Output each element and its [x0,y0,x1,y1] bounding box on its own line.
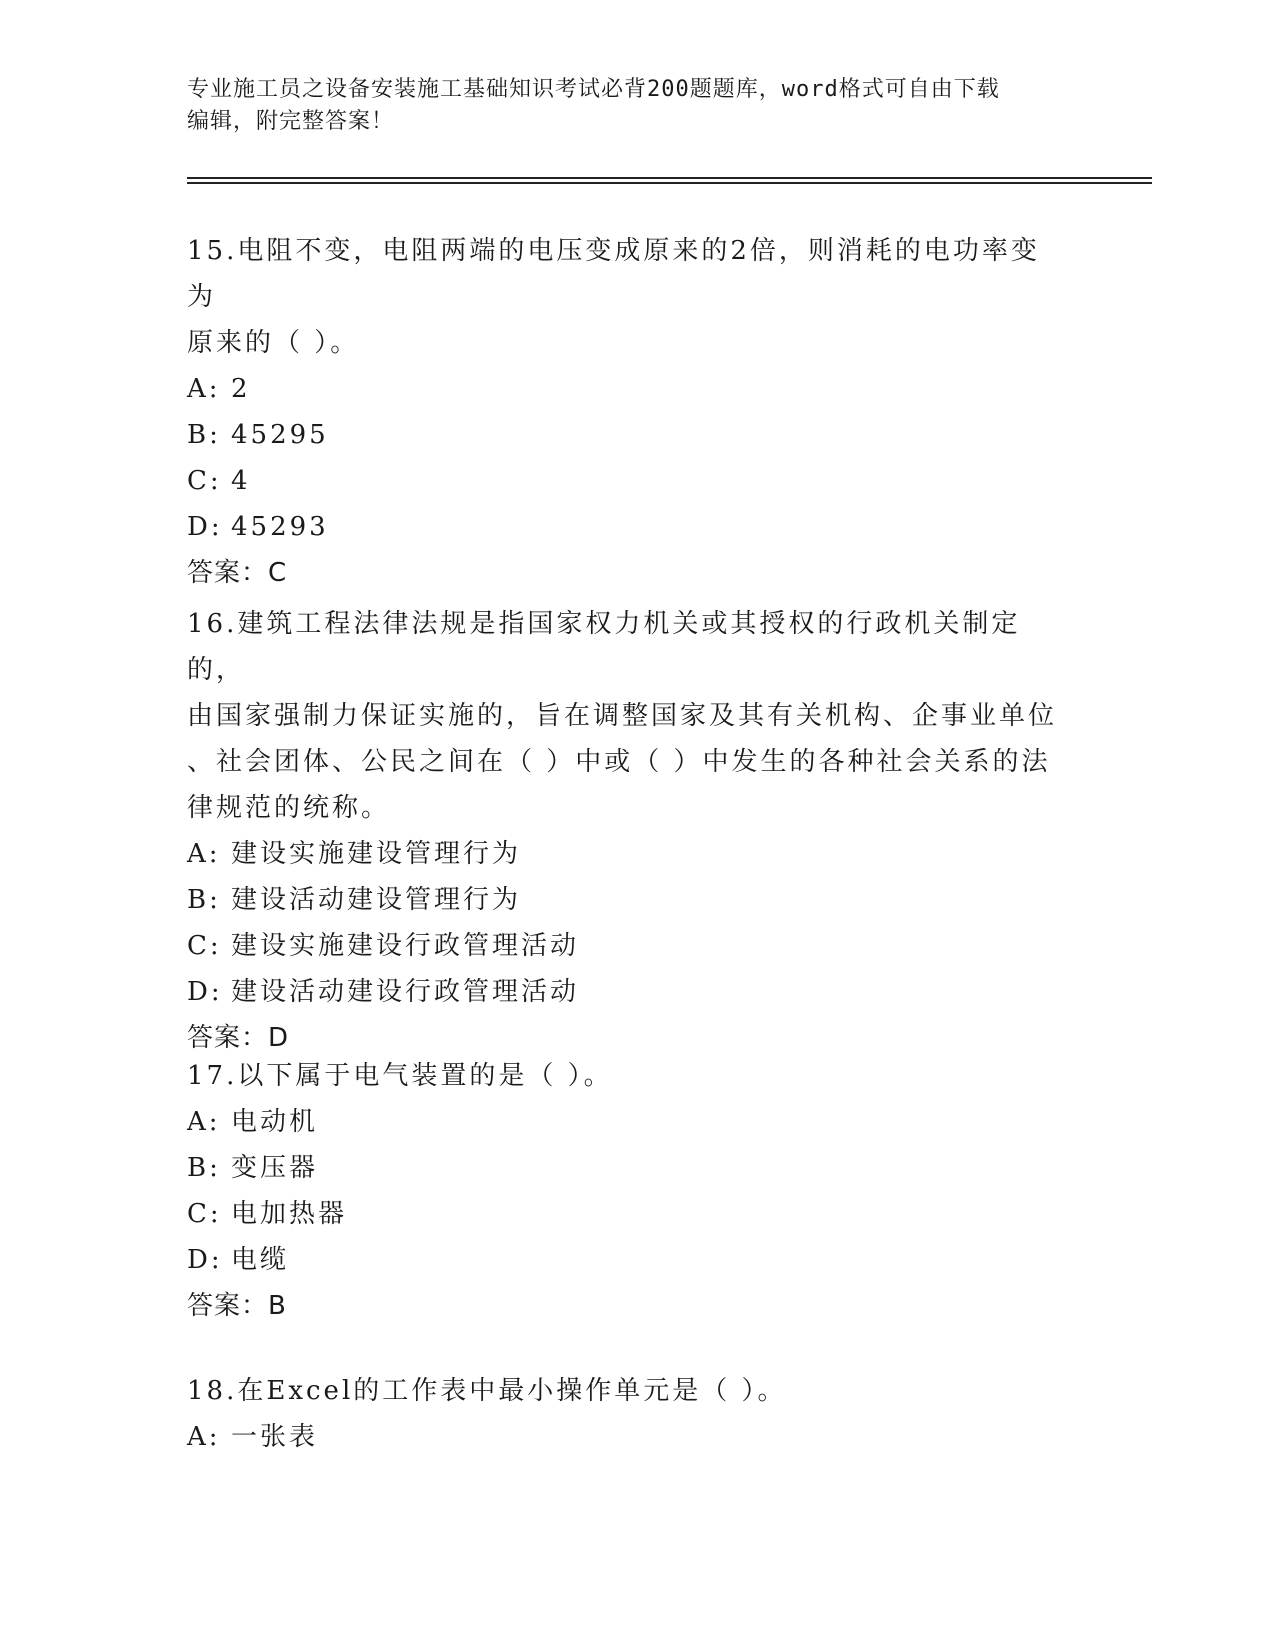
option-label: A: [187,839,221,869]
question-text-line: 律规范的统称。 [187,793,391,823]
option-b [187,412,1067,458]
option-d [187,1237,1067,1283]
question-text-line: 15.电阻不变，电阻两端的电压变成原来的2倍，则消耗的电功率变为 [187,236,1040,312]
option-d [187,969,1067,1015]
question-text-line: 、社会团体、公民之间在（ ）中或（ ）中发生的各种社会关系的法 [187,747,1051,777]
option-text: 电缆 [231,1245,290,1275]
answer: 答案：C [187,558,288,588]
option-text: 变压器 [231,1153,319,1183]
option-c [187,923,1067,969]
option-text: 45293 [231,512,329,542]
option-label: C: [187,466,222,496]
option-b [187,1145,1067,1191]
option-text: 一张表 [231,1422,319,1452]
option-label: C: [187,1199,222,1229]
answer: 答案：B [187,1291,287,1321]
option-a [187,1414,1067,1460]
option-label: B: [187,885,221,915]
header-divider-top [187,177,1152,179]
option-label: A: [187,1107,221,1137]
option-a [187,366,1067,412]
option-text: 建设实施建设行政管理活动 [231,931,580,961]
option-a [187,831,1067,877]
option-label: D: [187,977,223,1007]
option-text: 建设实施建设管理行为 [231,839,522,869]
question-text-line: 16.建筑工程法律法规是指国家权力机关或其授权的行政机关制定的， [187,609,1021,685]
option-text: 4 [231,466,251,496]
option-text: 电加热器 [231,1199,348,1229]
option-a [187,1099,1067,1145]
option-text: 2 [231,374,251,404]
option-text: 建设活动建设行政管理活动 [231,977,580,1007]
option-text: 45295 [231,420,329,450]
question-15 [187,228,1067,596]
question-17 [187,1053,1067,1329]
option-c [187,458,1067,504]
header-line-1: 专业施工员之设备安装施工基础知识考试必背200题题库，word格式可自由下载 [187,77,1000,102]
document-header [187,74,1087,138]
header-line-2: 编辑，附完整答案！ [187,109,395,134]
option-label: A: [187,1422,221,1452]
option-text: 建设活动建设管理行为 [231,885,522,915]
question-text-line: 17.以下属于电气装置的是（ ）。 [187,1061,613,1091]
question-text-line: 原来的（ ）。 [187,328,360,358]
option-label: A: [187,374,221,404]
option-label: B: [187,1153,221,1183]
option-label: B: [187,420,221,450]
option-label: D: [187,1245,223,1275]
option-label: C: [187,931,222,961]
option-c [187,1191,1067,1237]
option-d [187,504,1067,550]
option-b [187,877,1067,923]
question-text-line: 18.在Excel的工作表中最小操作单元是（ ）。 [187,1376,787,1406]
answer: 答案：D [187,1023,290,1053]
option-text: 电动机 [231,1107,319,1137]
header-divider-bottom [187,182,1152,184]
question-text-line: 由国家强制力保证实施的，旨在调整国家及其有关机构、企事业单位 [187,701,1058,731]
question-18 [187,1368,1067,1460]
question-16 [187,601,1067,1061]
option-label: D: [187,512,223,542]
